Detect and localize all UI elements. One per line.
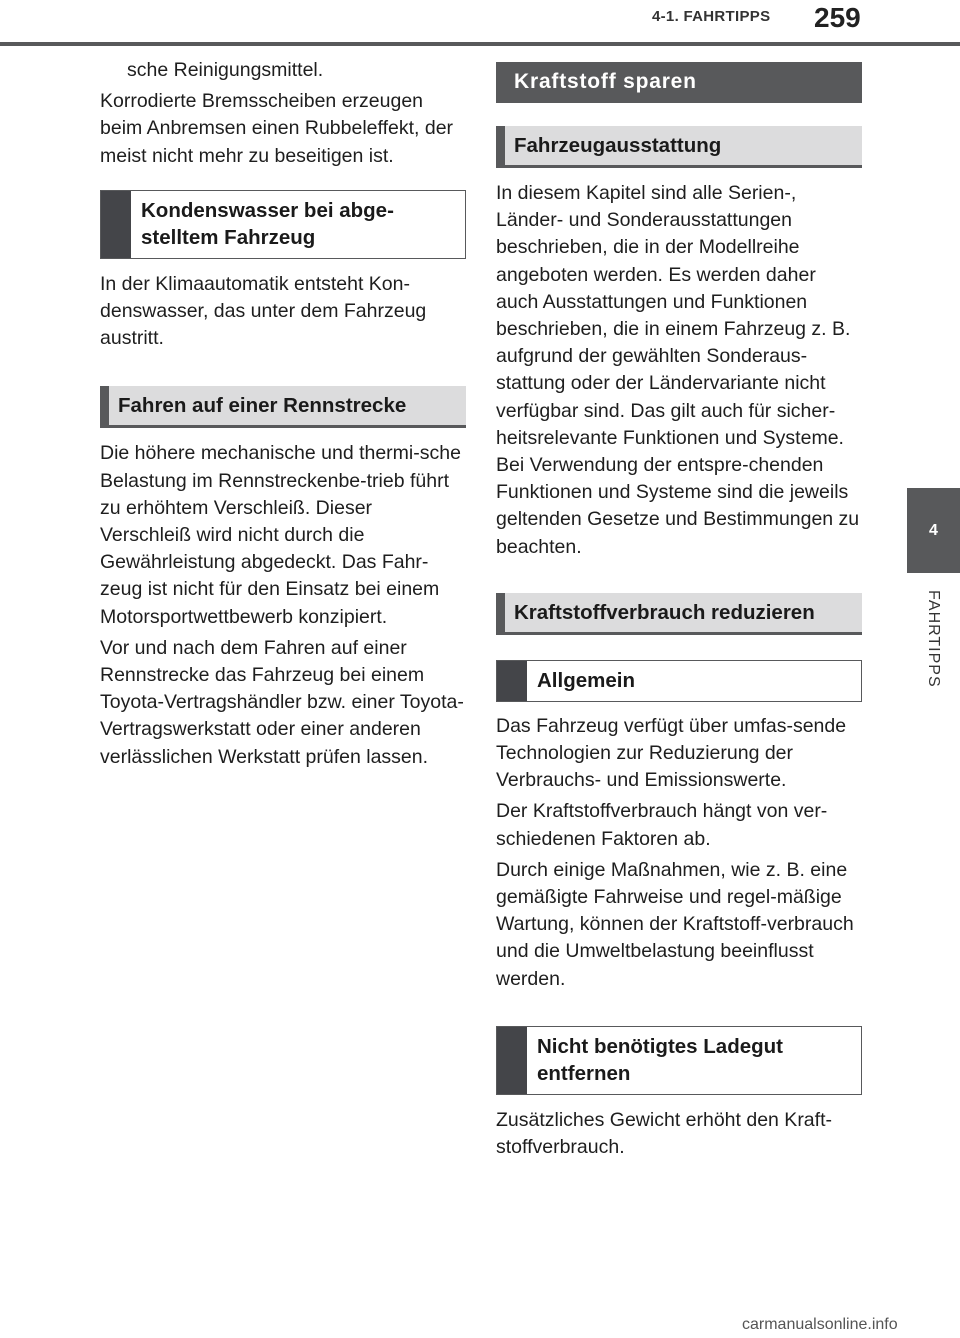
racetrack-text-2: Vor und nach dem Fahren auf einer Rennstrecke das Fahrzeug bei einem Toyota-Vertragshändler bzw. einer Toyota-Vertragswerkstatt oder einer anderen verlässlichen Werkstatt prüfen lassen. xyxy=(100,636,464,768)
heading-bar xyxy=(496,593,505,635)
general-text-2: Der Kraftstoffverbrauch hängt von ver-schiedenen Faktoren ab. xyxy=(496,800,828,850)
equipment-heading xyxy=(496,126,862,168)
chapter-tab-label: FAHRTIPPS xyxy=(925,590,942,688)
equipment-text: In diesem Kapitel sind alle Serien-, Länder- und Sonderausstattungen beschrieben, die in der Modellreihe angeboten werden. Es werden daher auch Ausstattungen und Funktionen beschrieben, die in einem Fahrzeug z. B. aufgrund der gewählten Sonderaus-stattung oder der Ländervariante nicht verfügbar sind. Das gilt auch für sicher-heitsrelevante Funktionen und Systeme. Bei Verwendung der entspre-chenden Funktionen und Systeme sind die jeweils geltenden Gesetze und Bestimmungen zu beachten. xyxy=(496,182,860,558)
reduce-consumption-heading xyxy=(496,593,862,635)
racetrack-heading xyxy=(100,386,466,428)
heading-bar xyxy=(100,386,109,428)
racetrack-text-1: Die höhere mechanische und thermi-sche Belastung im Rennstreckenbe-trieb führt zu erhöhtem Verschleiß. Dieser Verschleiß wird nicht durch die Gewährleistung abgedeckt. Das Fahr-zeug ist nicht für den Einsatz bei einem Motorsportwettbewerb konzipiert. xyxy=(100,442,461,628)
condensate-text: In der Klimaautomatik entsteht Kon-denswasser, das unter dem Fahrzeug austritt. xyxy=(100,272,427,350)
reduce-consumption-heading-text: Kraftstoffverbrauch reduzieren xyxy=(514,600,815,624)
page-number: 259 xyxy=(814,2,861,33)
cargo-heading-text: Nicht benötigtes Ladegut entfernen xyxy=(537,1034,783,1085)
heading-bar xyxy=(497,1027,527,1094)
equipment-heading-text: Fahrzeugausstattung xyxy=(514,134,722,157)
header-rule xyxy=(0,42,960,46)
heading-bar xyxy=(496,126,505,168)
condensate-heading-text: Kondenswasser bei abge-stelltem Fahrzeug xyxy=(141,198,394,249)
general-text-1: Das Fahrzeug verfügt über umfas-sende Technologien zur Reduzierung der Verbrauchs- und Emissionswerte. xyxy=(496,714,847,792)
general-text-3: Durch einige Maßnahmen, wie z. B. eine gemäßigte Fahrweise und regel-mäßige Wartung, können der Kraftstoff-verbrauch und die Umweltbelastung beeinflusst werden. xyxy=(496,858,854,990)
cargo-heading xyxy=(496,1026,862,1095)
heading-bar xyxy=(497,661,527,701)
racetrack-heading-text: Fahren auf einer Rennstrecke xyxy=(118,394,407,418)
watermark: carmanualsonline.info xyxy=(742,1316,898,1333)
left-column xyxy=(100,57,466,771)
heading-bar xyxy=(101,191,131,258)
fuel-saving-heading: Kraftstoff sparen xyxy=(496,62,862,103)
intro-continuation: sche Reinigungsmittel. xyxy=(127,59,324,81)
general-heading xyxy=(496,660,862,702)
cargo-text: Zusätzliches Gewicht erhöht den Kraft-stoffverbrauch. xyxy=(496,1108,832,1159)
right-column xyxy=(496,62,862,1161)
condensate-heading xyxy=(100,190,466,259)
intro-paragraph: Korrodierte Bremsscheiben erzeugen beim Anbremsen einen Rubbeleffekt, der meist nicht mehr zu beseitigen ist. xyxy=(100,90,454,167)
general-heading-text: Allgemein xyxy=(537,668,635,692)
chapter-tab-number: 4 xyxy=(929,521,938,539)
header-section-title: 4-1. FAHRTIPPS xyxy=(652,8,771,25)
chapter-tab[interactable] xyxy=(907,488,960,573)
